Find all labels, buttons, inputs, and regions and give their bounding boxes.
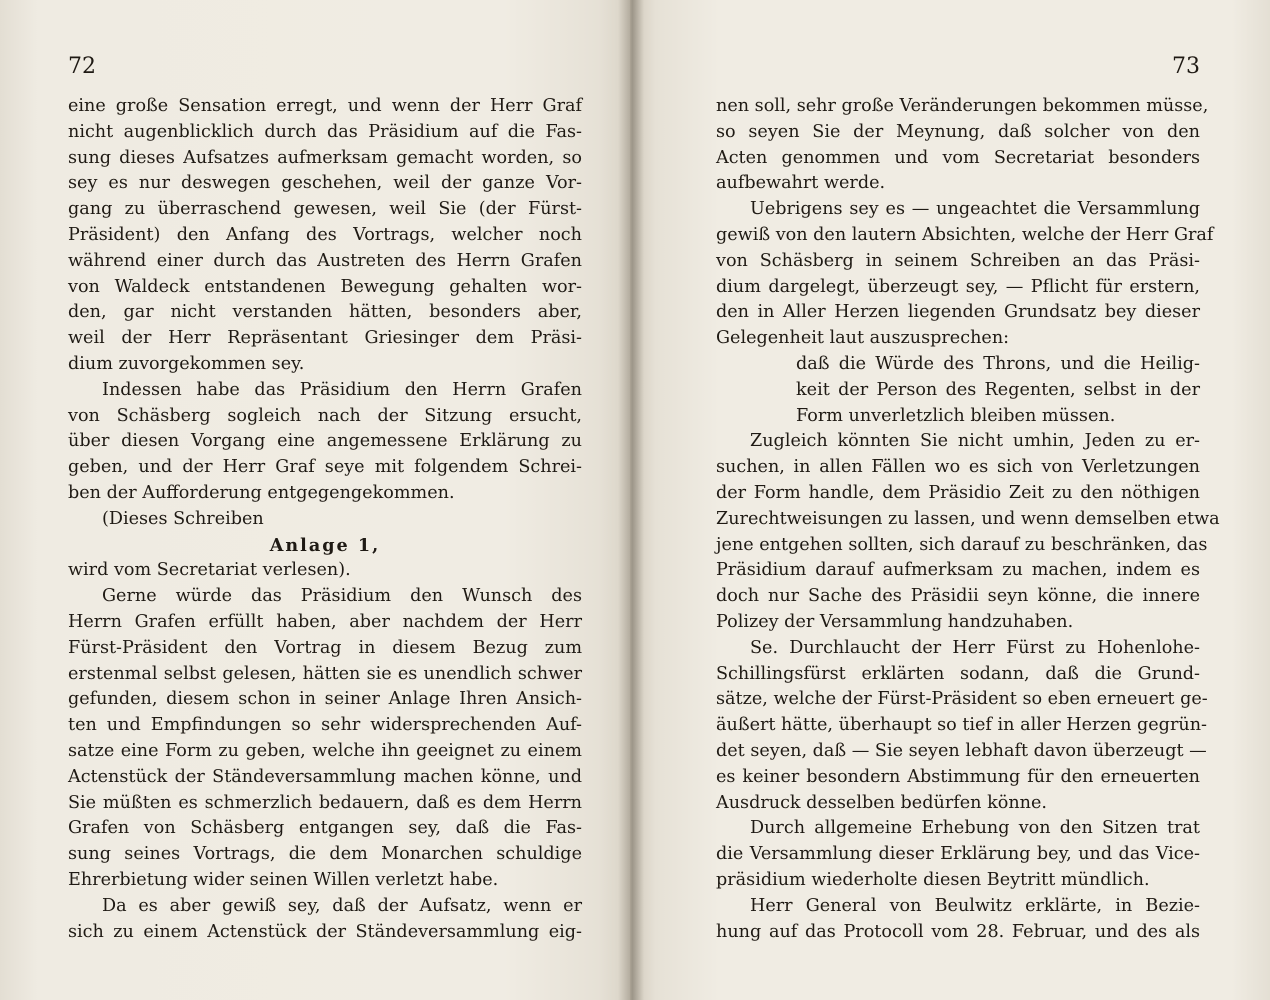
text-line: satze eine Form zu geben, welche ihn geeignet zu einem	[68, 740, 582, 761]
text-line: Se. Durchlaucht der Herr Fürst zu Hohenlohe-	[750, 637, 1200, 658]
text-line: sich zu einem Actenstück der Ständeversammlung eig-	[68, 921, 582, 942]
text-line: Präsidium darauf aufmerksam zu machen, indem es	[716, 560, 1200, 581]
left-page	[0, 0, 630, 1000]
text-line: eine große Sensation erregt, und wenn der Herr Graf	[68, 96, 582, 116]
text-line: gefunden, diesem schon in seiner Anlage Ihren Ansich-	[68, 689, 582, 710]
text-line: dium zuvorgekommen sey.	[68, 353, 305, 374]
text-line: von Schäsberg in seinem Schreiben an das Präsi-	[716, 250, 1200, 271]
text-line: Schillingsfürst erklärten sodann, daß die Grund-	[716, 663, 1200, 684]
text-line: es keiner besondern Abstimmung für den erneuerten	[716, 766, 1200, 787]
text-line: Sie müßten es schmerzlich bedauern, daß es dem Herrn	[68, 792, 582, 813]
text-line: so seyen Sie der Meynung, daß solcher von den	[716, 121, 1200, 142]
text-line: erstenmal selbst gelesen, hätten sie es unendlich schwer	[68, 663, 582, 684]
text-line: aufbewahrt werde.	[716, 173, 886, 194]
page-number: 72	[68, 54, 96, 79]
text-line: die Versammlung dieser Erklärung bey, und das Vice-	[716, 844, 1200, 865]
text-line: dium dargelegt, überzeugt sey, — Pflicht für erstern,	[716, 276, 1200, 297]
text-line: Uebrigens sey es — ungeachtet die Versammlung	[750, 199, 1200, 220]
page-number: 73	[1172, 54, 1200, 79]
text-line: weil der Herr Repräsentant Griesinger dem Präsi-	[68, 328, 582, 349]
book-gutter	[618, 0, 644, 1000]
text-line: Ehrerbietung wider seinen Willen verletzt habe.	[68, 869, 499, 890]
text-line: Polizey der Versammlung handzuhaben.	[716, 611, 1074, 632]
text-line: doch nur Sache des Präsidii seyn könne, die innere	[716, 586, 1200, 607]
text-line: (Dieses Schreiben	[102, 508, 264, 529]
quoted-line: Form unverletzlich bleiben müssen.	[796, 405, 1116, 426]
text-line: äußert hätte, überhaupt so tief in aller Herzen gegrün-	[716, 715, 1207, 736]
text-line: von Waldeck entstandenen Bewegung gehalten wor-	[68, 276, 582, 297]
text-line: sey es nur deswegen geschehen, weil der ganze Vor-	[68, 173, 582, 194]
text-line: Actenstück der Ständeversammlung machen könne, und	[68, 766, 582, 787]
quoted-line: keit der Person des Regenten, selbst in der	[796, 379, 1200, 400]
text-line: ten und Empfindungen so sehr widersprechenden Auf-	[68, 715, 582, 736]
text-line: hung auf das Protocoll vom 28. Februar, und des als	[716, 921, 1200, 942]
text-line: Ausdruck desselben bedürfen könne.	[716, 792, 1047, 813]
text-line: wird vom Secretariat verlesen).	[68, 560, 351, 581]
text-line: Zurechtweisungen zu lassen, und wenn demselben etwa	[716, 508, 1220, 529]
text-line: gewiß von den lautern Absichten, welche der Herr Graf	[716, 224, 1214, 245]
text-line: Herr General von Beulwitz erklärte, in Bezie-	[750, 895, 1200, 916]
text-line: von Schäsberg sogleich nach der Sitzung ersucht,	[68, 405, 582, 426]
text-line: Acten genommen und vom Secretariat besonders	[716, 147, 1200, 168]
right-page	[630, 0, 1270, 1000]
text-line: den in Aller Herzen liegenden Grundsatz bey dieser	[716, 302, 1200, 323]
text-line: Fürst-Präsident den Vortrag in diesem Bezug zum	[68, 637, 582, 658]
text-line: nicht augenblicklich durch das Präsidium auf die Fas-	[68, 121, 582, 142]
text-line: während einer durch das Austreten des Herrn Grafen	[68, 250, 582, 271]
text-line: geben, und der Herr Graf seye mit folgendem Schrei-	[68, 457, 582, 478]
text-line: der Form handle, dem Präsidio Zeit zu den nöthigen	[716, 482, 1200, 503]
text-line: Zugleich könnten Sie nicht umhin, Jeden zu er-	[750, 431, 1200, 452]
text-line: präsidium wiederholte diesen Beytritt mündlich.	[716, 869, 1150, 890]
text-line: jene entgehen sollten, sich darauf zu beschränken, das	[716, 534, 1208, 555]
text-line: nen soll, sehr große Veränderungen bekommen müsse,	[716, 96, 1209, 116]
text-line: gang zu überraschend gewesen, weil Sie (der Fürst-	[68, 199, 582, 220]
text-line: Gelegenheit laut auszusprechen:	[716, 328, 1010, 349]
text-line: Grafen von Schäsberg entgangen sey, daß die Fas-	[68, 818, 582, 839]
text-line: sung dieses Aufsatzes aufmerksam gemacht worden, so	[68, 147, 582, 168]
text-line: den, gar nicht verstanden hätten, besonders aber,	[68, 302, 582, 323]
quoted-line: daß die Würde des Throns, und die Heilig-	[796, 353, 1200, 374]
text-line: über diesen Vorgang eine angemessene Erklärung zu	[68, 431, 582, 452]
text-line: sätze, welche der Fürst-Präsident so eben erneuert ge-	[716, 689, 1208, 710]
text-line: Indessen habe das Präsidium den Herrn Grafen	[102, 379, 582, 400]
text-line: suchen, in allen Fällen wo es sich von Verletzungen	[716, 457, 1200, 478]
text-line: Da es aber gewiß sey, daß der Aufsatz, wenn er	[102, 895, 582, 916]
text-line: Gerne würde das Präsidium den Wunsch des	[102, 586, 582, 607]
text-line: Herrn Grafen erfüllt haben, aber nachdem der Herr	[68, 611, 582, 632]
text-line: Durch allgemeine Erhebung von den Sitzen trat	[750, 818, 1200, 839]
text-line: det seyen, daß — Sie seyen lebhaft davon überzeugt —	[716, 740, 1207, 761]
text-line: Präsident) den Anfang des Vortrags, welcher noch	[68, 224, 582, 245]
text-line: sung seines Vortrags, die dem Monarchen schuldige	[68, 844, 582, 865]
annex-heading: Anlage 1,	[269, 534, 381, 556]
text-line: ben der Aufforderung entgegengekommen.	[68, 482, 455, 503]
